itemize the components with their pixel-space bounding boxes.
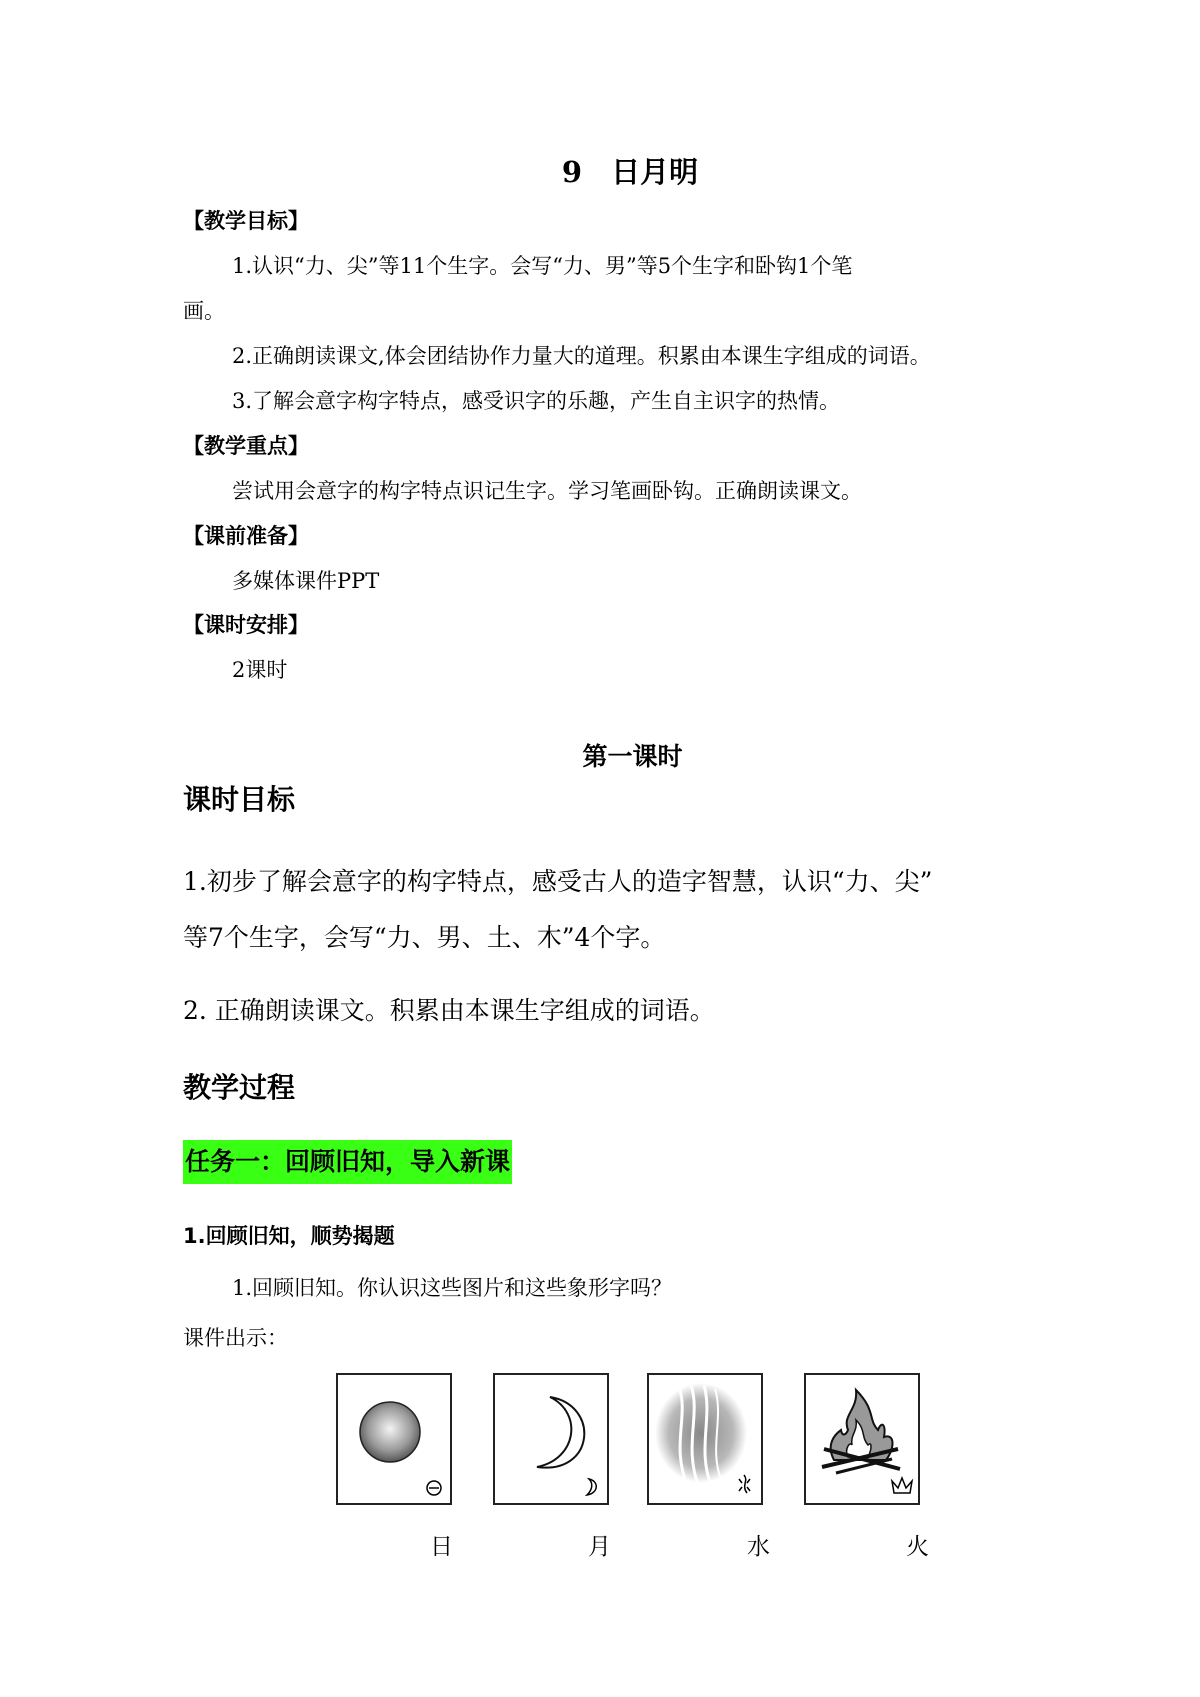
- key-text: 尝试用会意字的构字特点识记生字。学习笔画卧钩。正确朗读课文。: [232, 479, 862, 503]
- schedule-text: 2课时: [232, 658, 288, 682]
- key-header: 【教学重点】: [183, 434, 309, 458]
- goal-1-line2: 画。: [183, 299, 225, 323]
- goal-1-line1: 1.认识“力、尖”等11个生字。会写“力、男”等5个生字和卧钩1个笔: [232, 254, 853, 278]
- pictogram-label-water: 水: [747, 1534, 770, 1560]
- task-1-highlight: 任务一：回顾旧知，导入新课: [183, 1140, 512, 1184]
- step-1-heading: 1.回顾旧知，顺势揭题: [183, 1224, 395, 1248]
- courseware-label: 课件出示：: [183, 1326, 288, 1350]
- goal-3: 3.了解会意字构字特点，感受识字的乐趣，产生自主识字的热情。: [232, 389, 841, 413]
- page-title: 9 日月明: [561, 155, 699, 189]
- prep-header: 【课前准备】: [183, 524, 309, 548]
- pictogram-label-fire: 火: [906, 1534, 929, 1560]
- water-card: [647, 1373, 763, 1505]
- objective-2: 2. 正确朗读课文。积累由本课生字组成的词语。: [183, 996, 715, 1025]
- water-icon: [649, 1375, 761, 1503]
- objective-1-line1: 1.初步了解会意字的构字特点，感受古人的造字智慧，认识“力、尖”: [183, 867, 933, 896]
- sun-icon: [338, 1375, 450, 1503]
- moon-icon: [495, 1375, 607, 1503]
- goals-header: 【教学目标】: [183, 209, 309, 233]
- moon-card: [493, 1373, 609, 1505]
- objectives-title: 课时目标: [183, 783, 296, 816]
- objective-1-line2: 等7个生字，会写“力、男、土、木”4个字。: [183, 923, 666, 952]
- step-1-text: 1.回顾旧知。你认识这些图片和这些象形字吗？: [232, 1276, 673, 1300]
- lesson-heading: 第一课时: [582, 742, 683, 771]
- prep-text: 多媒体课件PPT: [232, 569, 380, 593]
- process-title: 教学过程: [183, 1071, 296, 1104]
- goal-2: 2.正确朗读课文,体会团结协作力量大的道理。积累由本课生字组成的词语。: [232, 344, 931, 368]
- fire-card: [804, 1373, 920, 1505]
- schedule-header: 【课时安排】: [183, 613, 309, 637]
- sun-card: [336, 1373, 452, 1505]
- fire-icon: [806, 1375, 918, 1503]
- pictogram-label-sun: 日: [430, 1534, 453, 1560]
- pictogram-label-moon: 月: [588, 1534, 611, 1560]
